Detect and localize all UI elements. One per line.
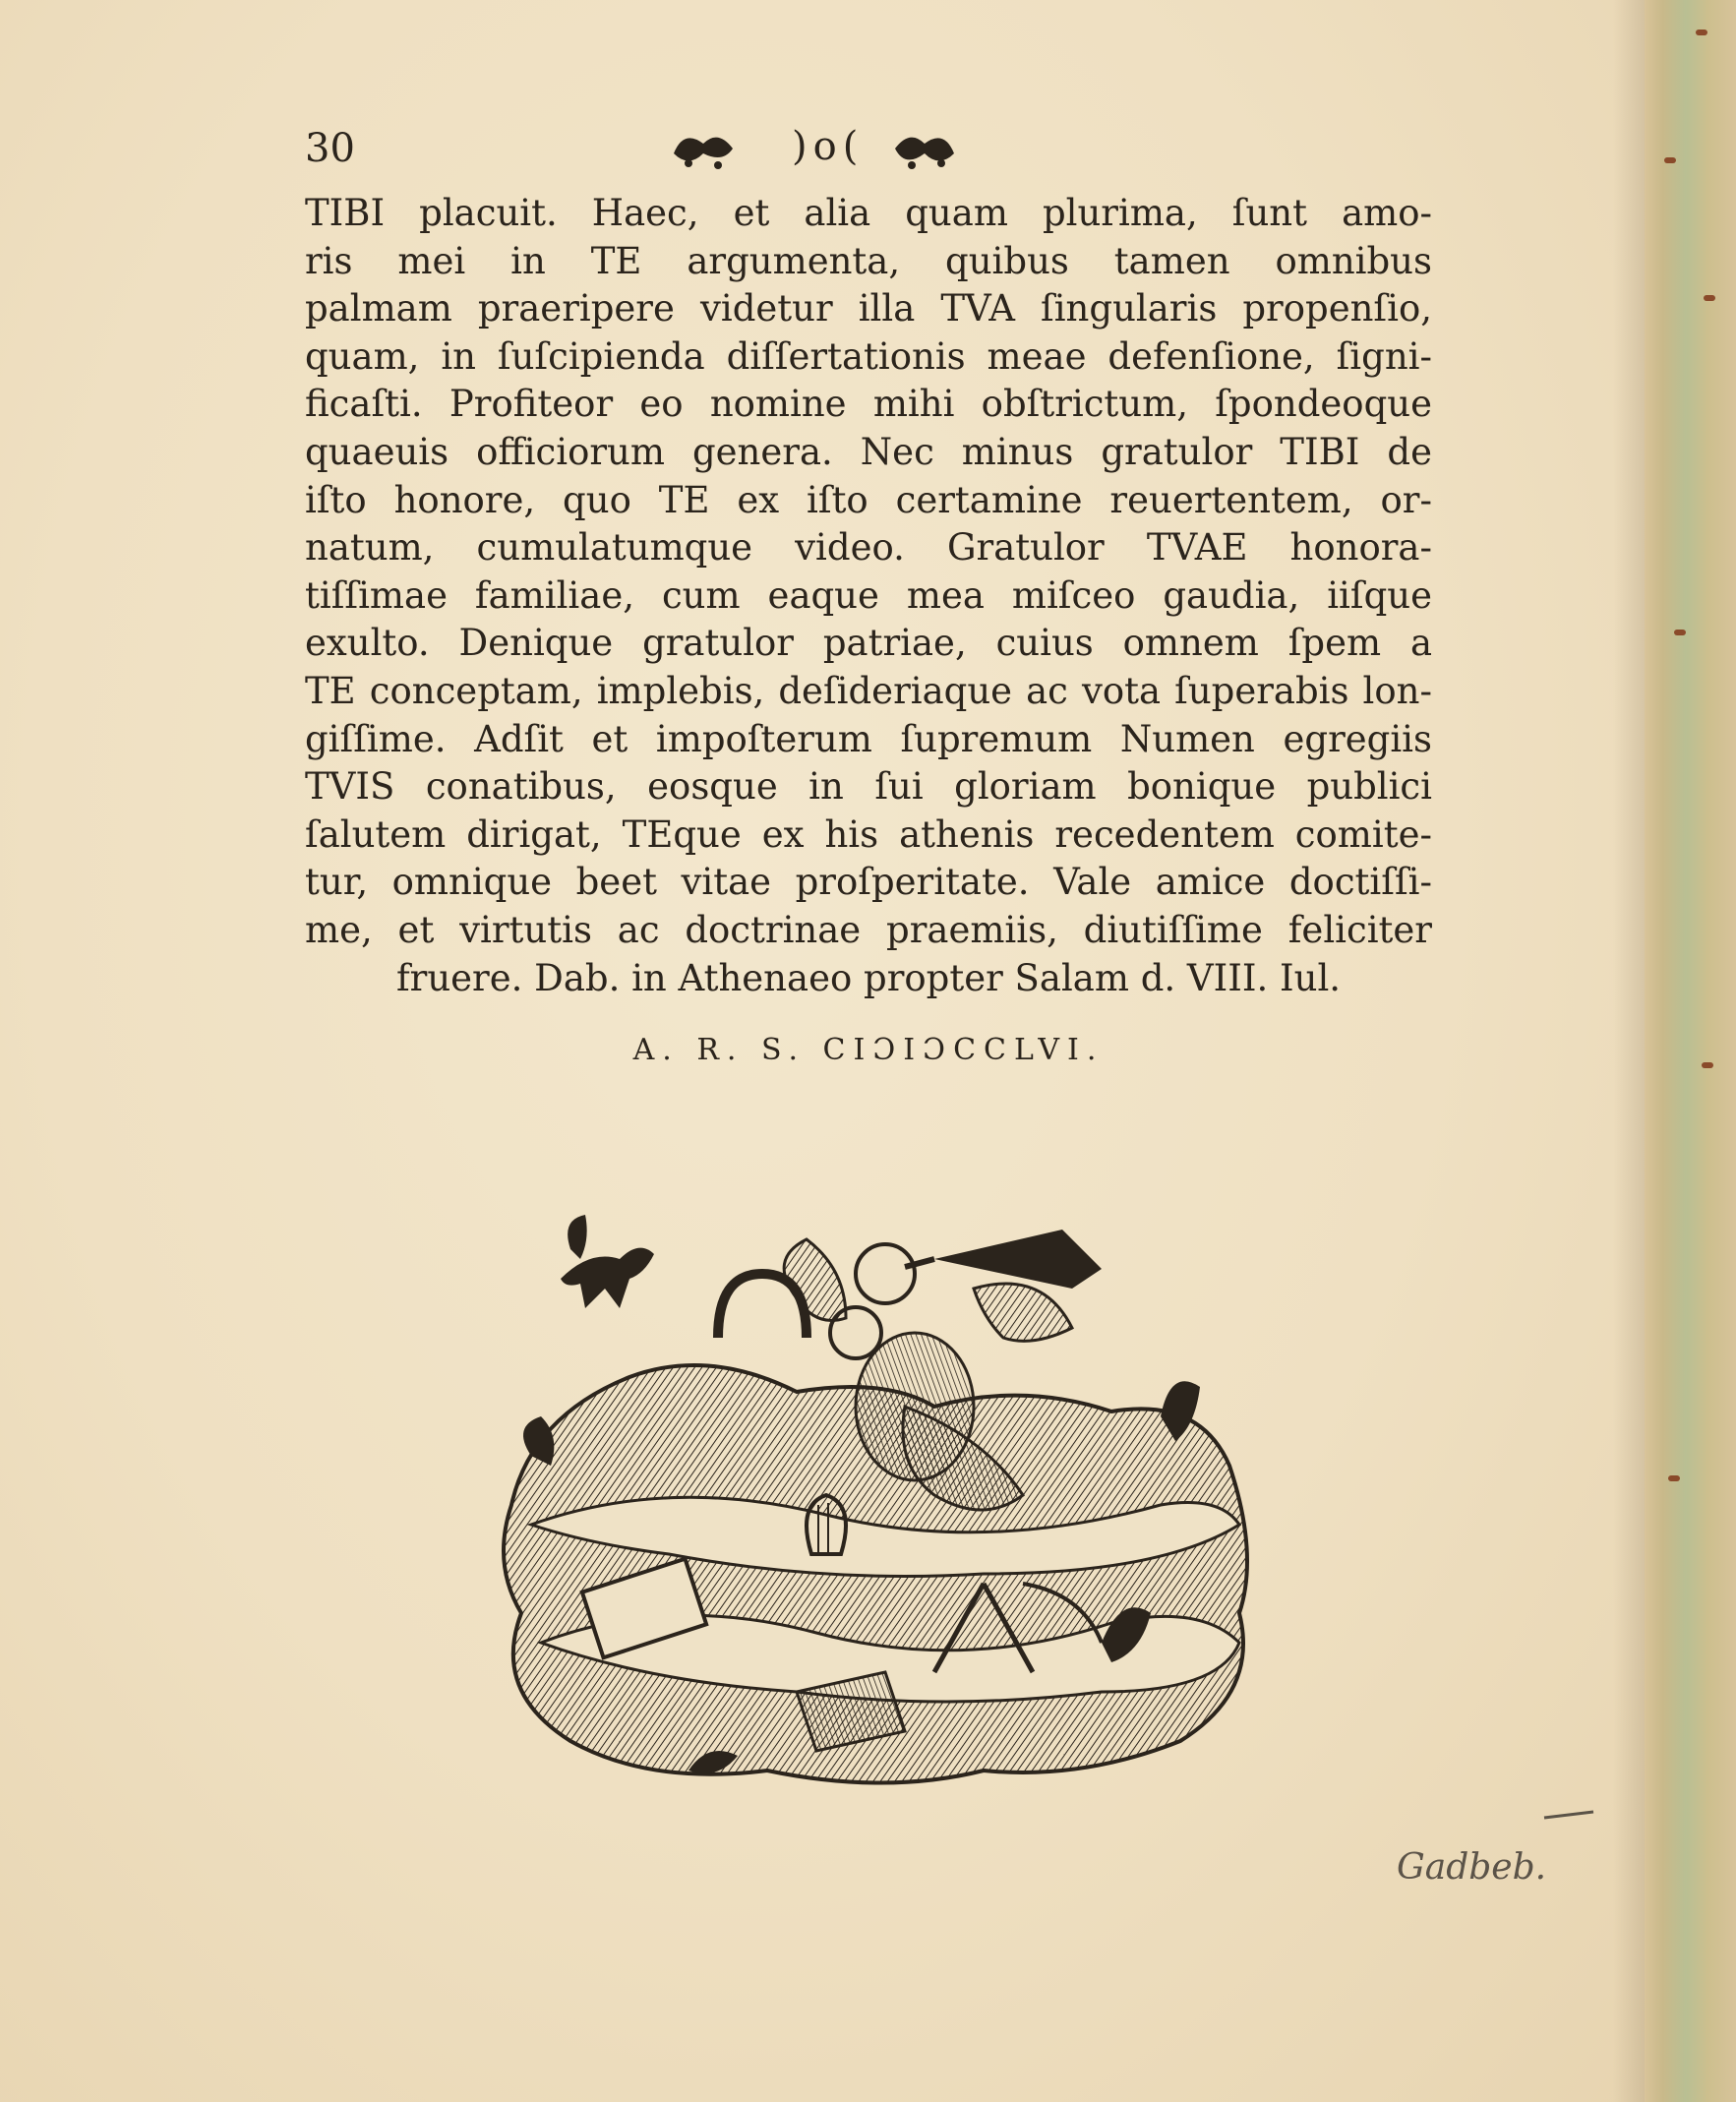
running-head: )o(	[792, 124, 865, 169]
spine-speck	[1696, 30, 1707, 35]
body-text	[305, 190, 1432, 1002]
text-line: me, et virtutis ac doctrinae praemiis, diutiſſime feliciter	[305, 908, 1432, 951]
text-line: TE conceptam, implebis, deſideriaque ac vota ſuperabis lon-	[305, 669, 1432, 712]
page-number: 30	[305, 126, 355, 171]
text-line: ficaſti. Profiteor eo nomine mihi obſtrictum, ſpondeoque	[305, 383, 1432, 426]
fleuron-ornament-icon	[890, 124, 959, 173]
text-line: quam, in ſuſcipienda diſſertationis meae defenſione, ſigni-	[305, 334, 1432, 378]
text-line: exulto. Denique gratulor patriae, cuius omnem ſpem a	[305, 622, 1432, 665]
text-line: quaeuis officiorum genera. Nec minus gratulor TIBI de	[305, 430, 1432, 473]
date-line: A. R. S. CIƆIƆCCLVI.	[632, 1033, 1105, 1067]
book-spine-edge	[1645, 0, 1736, 2102]
text-line: ris mei in TE argumenta, quibus tamen omnibus	[305, 239, 1432, 282]
text-line: natum, cumulatumque video. Gratulor TVAE honora-	[305, 526, 1432, 570]
text-line-final: fruere. Dab. in Athenaeo propter Salam d. VIII. Iul.	[395, 956, 1342, 999]
woodcut-vignette-illustration	[472, 1180, 1300, 1800]
text-line: tur, omnique beet vitae proſperitate. Vale amice doctiſſi-	[305, 861, 1432, 904]
text-line: TIBI placuit. Haec, et alia quam plurima, ſunt amo-	[305, 192, 1432, 234]
text-line: palmam praeripere videtur illa TVA ſingularis propenſio,	[305, 287, 1432, 330]
spine-speck	[1704, 295, 1715, 301]
spine-speck	[1668, 1475, 1680, 1481]
text-line: giſſime. Adſit et impoſterum ſupremum Numen egregiis	[305, 717, 1432, 760]
fleuron-ornament-icon	[669, 124, 738, 173]
spine-speck	[1664, 157, 1676, 163]
text-line: TVIS conatibus, eosque in ſui gloriam bonique publici	[305, 765, 1432, 809]
spine-speck	[1674, 630, 1686, 635]
text-line: iſto honore, quo TE ex iſto certamine reuertentem, or-	[305, 478, 1432, 521]
page-header	[305, 118, 1092, 177]
signature-text: Gadbeb.	[1397, 1847, 1547, 1888]
text-line: tiſſimae familiae, cum eaque mea miſceo gaudia, iiſque	[305, 573, 1432, 617]
text-line: ſalutem dirigat, TEque ex his athenis recedentem comite-	[305, 812, 1432, 856]
spine-speck	[1702, 1062, 1713, 1068]
handwritten-signature	[1387, 1808, 1603, 1916]
